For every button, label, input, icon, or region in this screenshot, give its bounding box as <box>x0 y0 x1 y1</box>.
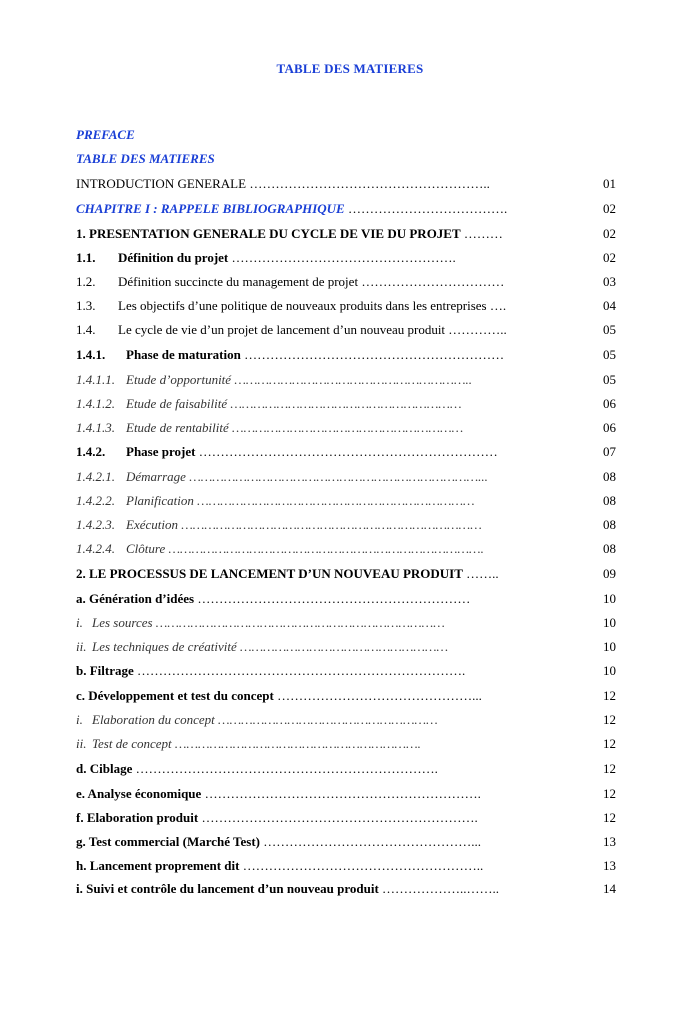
toc-leader-dots: …………………………………………………….. <box>231 372 473 387</box>
toc-entry-c-i[interactable] <box>76 712 616 732</box>
toc-entry-1-4-2-2[interactable] <box>76 493 616 513</box>
toc-entry-g[interactable] <box>76 834 616 854</box>
toc-page-number: 02 <box>603 250 616 265</box>
toc-leader-dots: ……………………………………………. <box>228 250 456 265</box>
toc-label: Démarrage <box>126 469 186 484</box>
toc-label: CHAPITRE I : RAPPELE BIBLIOGRAPHIQUE <box>76 201 345 216</box>
toc-number: 1.1. <box>76 250 96 265</box>
toc-entry-b[interactable] <box>76 663 616 683</box>
toc-page-number: 12 <box>603 688 616 703</box>
toc-entry-i[interactable] <box>76 881 616 901</box>
toc-leader-dots: ……………………………………………………………. <box>132 761 438 776</box>
toc-leader-dots: ………………………………………………………. <box>171 736 421 751</box>
toc-page-number: 10 <box>603 663 616 678</box>
toc-label: Les techniques de créativité <box>92 639 237 654</box>
toc-page-number: 02 <box>603 201 616 216</box>
toc-entry-1-4-2-1[interactable] <box>76 469 616 489</box>
toc-label: Test de concept <box>92 736 172 751</box>
toc-number: 1.4.2.1. <box>76 469 115 484</box>
toc-label: Phase projet <box>126 444 196 459</box>
toc-leader-dots: …………………………………………………………………... <box>185 469 488 484</box>
toc-number: ii. <box>76 736 87 751</box>
toc-number: 1.4.1. <box>76 347 106 362</box>
toc-leader-dots: ……… <box>460 226 503 241</box>
toc-entry-1-3[interactable] <box>76 298 616 318</box>
toc-label: c. Développement et test du concept <box>76 688 274 703</box>
toc-number: 1.4. <box>76 322 96 337</box>
toc-leader-dots: ………………………………………………………………… <box>152 615 445 630</box>
toc-label: TABLE DES MATIERES <box>76 151 215 166</box>
toc-number: 1.2. <box>76 274 96 289</box>
toc-page-number: 09 <box>603 566 616 581</box>
toc-number: i. <box>76 712 83 727</box>
toc-leader-dots: …………………………………………………………………… <box>177 517 482 532</box>
toc-page-number: 05 <box>603 322 616 337</box>
toc-page-number: 12 <box>603 736 616 751</box>
toc-label: Elaboration du concept <box>92 712 215 727</box>
toc-page-number: 13 <box>603 858 616 873</box>
toc-leader-dots: ………………………………. <box>344 201 508 216</box>
toc-entry-1-4-1-2[interactable] <box>76 396 616 416</box>
toc-leader-dots: ………………………………………………………. <box>198 810 478 825</box>
toc-number: 1.3. <box>76 298 96 313</box>
toc-entry-chapitre-1[interactable] <box>76 201 616 221</box>
toc-page-number: 04 <box>603 298 616 313</box>
toc-page-number: 08 <box>603 517 616 532</box>
toc-leader-dots: ………………………………………………………. <box>201 786 481 801</box>
toc-label: INTRODUCTION GENERALE <box>76 176 247 191</box>
toc-label: PREFACE <box>76 127 135 142</box>
toc-page-number: 05 <box>603 372 616 387</box>
toc-label: g. Test commercial (Marché Test) <box>76 834 261 849</box>
toc-page-number: 08 <box>603 493 616 508</box>
toc-label: a. Génération d’idées <box>76 591 195 606</box>
toc-entry-a-ii[interactable] <box>76 639 616 659</box>
toc-entry-introduction[interactable] <box>76 176 616 196</box>
toc-leader-dots: …………………………………………………… <box>227 396 462 411</box>
toc-entry-table-des-matieres[interactable] <box>76 151 616 171</box>
toc-leader-dots: ……………………………………………………… <box>194 591 471 606</box>
toc-entry-a[interactable] <box>76 591 616 611</box>
toc-label: Etude de faisabilité <box>126 396 228 411</box>
toc-entry-1-4-2-4[interactable] <box>76 541 616 561</box>
toc-label: Les sources <box>92 615 153 630</box>
toc-label: Définition du projet <box>118 250 229 265</box>
toc-leader-dots: ………………………………………………………………………. <box>165 541 484 556</box>
toc-entry-1-4-1[interactable] <box>76 347 616 367</box>
toc-leader-dots: ……………………………………………….. <box>246 176 490 191</box>
toc-leader-dots: ……………………………………………… <box>236 639 449 654</box>
toc-page-number: 12 <box>603 712 616 727</box>
toc-page-number: 07 <box>603 444 616 459</box>
toc-page-number: 10 <box>603 615 616 630</box>
toc-leader-dots: ………….. <box>445 322 507 337</box>
toc-entry-section-2[interactable] <box>76 566 616 586</box>
toc-entry-section-1[interactable] <box>76 226 616 246</box>
toc-leader-dots: ………………..…….. <box>378 881 500 896</box>
toc-label: Etude d’opportunité <box>126 372 232 387</box>
page-title: TABLE DES MATIERES <box>276 61 424 76</box>
toc-label: 1. PRESENTATION GENERALE DU CYCLE DE VIE DU PROJET <box>76 226 461 241</box>
toc-leader-dots: …………………………………………………… <box>228 420 464 435</box>
toc-number: 1.4.1.1. <box>76 372 115 387</box>
toc-leader-dots: ………………………………………………… <box>214 712 438 727</box>
toc-number: 1.4.2. <box>76 444 106 459</box>
toc-number: 1.4.2.4. <box>76 541 115 556</box>
toc-entry-1-4-1-1[interactable] <box>76 372 616 392</box>
toc-entry-1-1[interactable] <box>76 250 616 270</box>
toc-label: d. Ciblage <box>76 761 133 776</box>
toc-leader-dots: …………………………… <box>358 274 505 289</box>
toc-number: 1.4.2.2. <box>76 493 115 508</box>
toc-label: i. Suivi et contrôle du lancement d’un nouveau produit <box>76 881 379 896</box>
toc-number: 1.4.1.2. <box>76 396 115 411</box>
toc-label: Etude de rentabilité <box>126 420 229 435</box>
toc-label: Clôture <box>126 541 166 556</box>
toc-label: Définition succincte du management de projet <box>118 274 359 289</box>
toc-label: f. Elaboration produit <box>76 810 199 825</box>
toc-number: 1.4.2.3. <box>76 517 115 532</box>
toc-entry-d[interactable] <box>76 761 616 781</box>
toc-label: Phase de maturation <box>126 347 241 362</box>
toc-label: Planification <box>126 493 194 508</box>
toc-number: 1.4.1.3. <box>76 420 115 435</box>
toc-number: i. <box>76 615 83 630</box>
toc-label: e. Analyse économique <box>76 786 202 801</box>
toc-label: b. Filtrage <box>76 663 134 678</box>
toc-page-number: 02 <box>603 226 616 241</box>
toc-page-number: 13 <box>603 834 616 849</box>
toc-entry-1-2[interactable] <box>76 274 616 294</box>
toc-label: Les objectifs d’une politique de nouveaux produits dans les entreprises …. <box>118 298 507 313</box>
toc-leader-dots: …….. <box>462 566 499 581</box>
toc-page-number: 06 <box>603 420 616 435</box>
toc-leader-dots: ……………………………………………….. <box>239 858 484 873</box>
toc-entry-1-4-2[interactable] <box>76 444 616 464</box>
toc-leader-dots: …………………………………………………… <box>240 347 505 362</box>
toc-entry-f[interactable] <box>76 810 616 830</box>
toc-entry-1-4[interactable] <box>76 322 616 342</box>
toc-page-number: 12 <box>603 761 616 776</box>
toc-page-number: 10 <box>603 591 616 606</box>
toc-page-number: 14 <box>603 881 616 896</box>
toc-label: h. Lancement proprement dit <box>76 858 240 873</box>
toc-page-number: 10 <box>603 639 616 654</box>
toc-entry-1-4-1-3[interactable] <box>76 420 616 440</box>
toc-page-number: 12 <box>603 786 616 801</box>
toc-label: Exécution <box>126 517 178 532</box>
toc-entry-c-ii[interactable] <box>76 736 616 756</box>
toc-page-number: 03 <box>603 274 616 289</box>
toc-entry-preface[interactable] <box>76 127 616 147</box>
toc-entry-h[interactable] <box>76 858 616 878</box>
toc-label: 2. LE PROCESSUS DE LANCEMENT D’UN NOUVEAU PRODUIT <box>76 566 463 581</box>
toc-page-number: 08 <box>603 469 616 484</box>
toc-label: Le cycle de vie d’un projet de lancement d’un nouveau produit <box>118 322 446 337</box>
toc-number: ii. <box>76 639 87 654</box>
toc-page-number: 05 <box>603 347 616 362</box>
toc-entry-1-4-2-3[interactable] <box>76 517 616 537</box>
toc-entry-e[interactable] <box>76 786 616 806</box>
toc-leader-dots: …………………………………………... <box>260 834 482 849</box>
toc-leader-dots: …………………………………………………………… <box>195 444 498 459</box>
toc-page-number: 06 <box>603 396 616 411</box>
toc-page-number: 12 <box>603 810 616 825</box>
toc-leader-dots: …………………………………………………………………. <box>133 663 466 678</box>
toc-entry-a-i[interactable] <box>76 615 616 635</box>
toc-page-number: 08 <box>603 541 616 556</box>
toc-page-number: 01 <box>603 176 616 191</box>
toc-leader-dots: ……………………………………………………………… <box>193 493 475 508</box>
toc-leader-dots: ………………………………………... <box>273 688 482 703</box>
toc-entry-c[interactable] <box>76 688 616 708</box>
